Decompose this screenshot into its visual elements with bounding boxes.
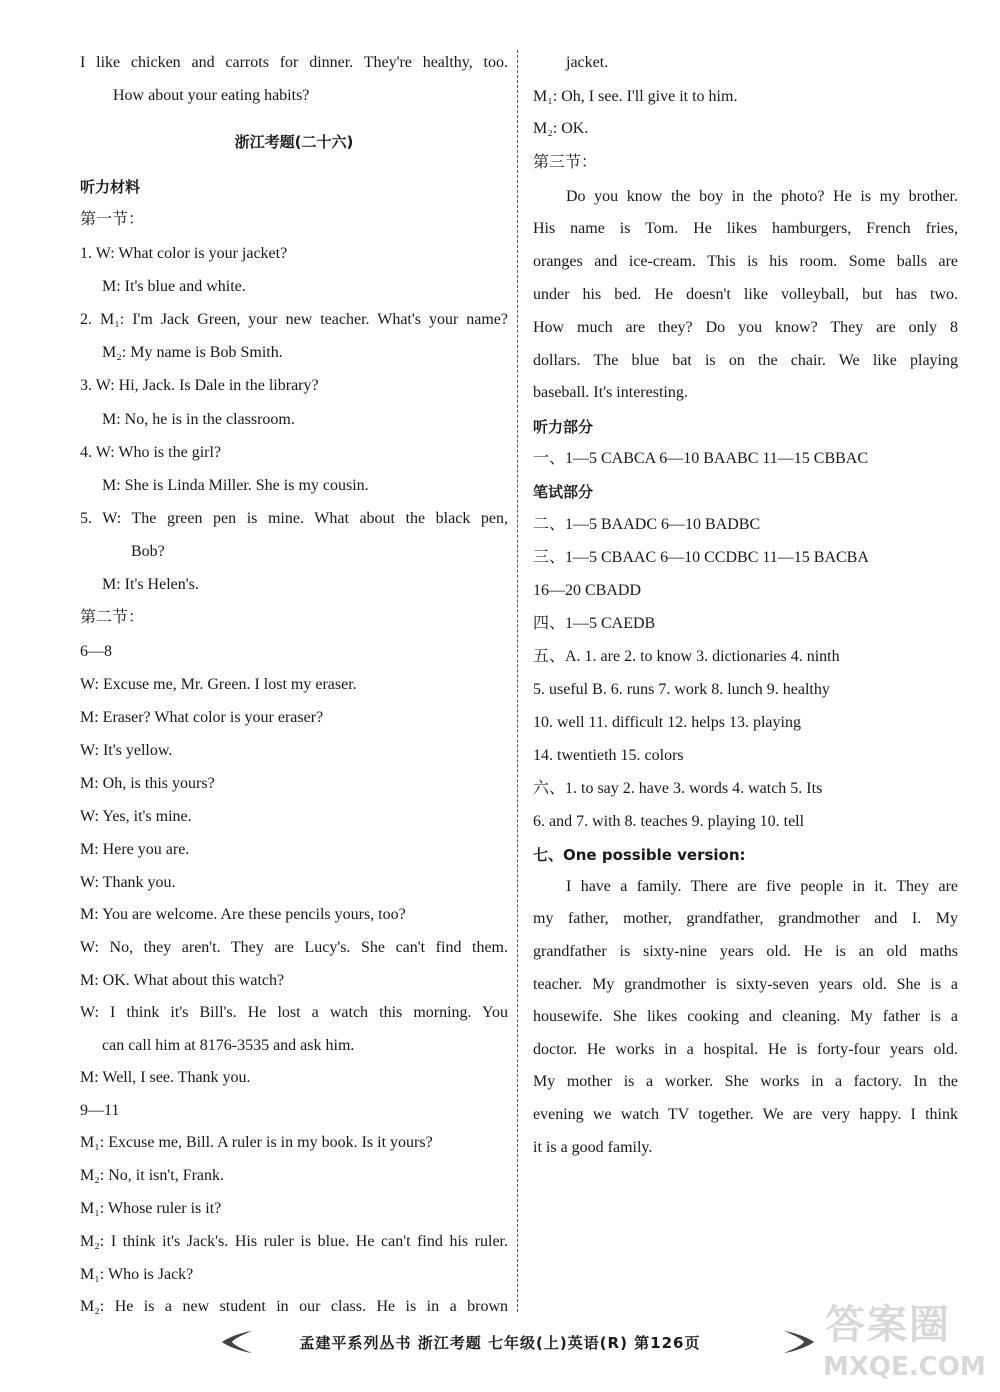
text-line: 七、One possible version:	[533, 846, 746, 864]
text-line: 四、1—5 CAEDB	[533, 615, 656, 632]
text-line: under his bed. He doesn't like volleyball, but has two.	[533, 286, 958, 303]
text-line: 笔试部分	[533, 483, 594, 501]
text-line: M₁: Whose ruler is it?	[80, 1200, 222, 1217]
text-line: can call him at 8176-3535 and ask him.	[102, 1037, 355, 1054]
footer-text: 孟建平系列丛书 浙江考题 七年级(上)英语(R) 第126页	[299, 1334, 701, 1352]
text-line: M₁: Who is Jack?	[80, 1266, 194, 1283]
text-line: 5. useful B. 6. runs 7. work 8. lunch 9. healthy	[533, 681, 830, 698]
text-line: 16—20 CBADD	[533, 582, 642, 599]
text-line: M: Oh, is this yours?	[80, 775, 215, 792]
text-line: 第一节：	[80, 211, 145, 228]
text-line: M₁: Oh, I see. I'll give it to him.	[533, 88, 738, 105]
text-line: dollars. The blue bat is on the chair. We like playing	[533, 352, 958, 369]
text-line: teacher. My grandmother is sixty-seven years old. She is a	[533, 976, 958, 993]
text-line: 4. W: Who is the girl?	[80, 444, 222, 461]
text-line: M: You are welcome. Are these pencils yours, too?	[80, 906, 406, 923]
text-line: Do you know the boy in the photo? He is my brother.	[566, 188, 958, 205]
text-line: M: Here you are.	[80, 841, 190, 858]
text-line: doctor. He works in a hospital. He is forty-four years old.	[533, 1041, 958, 1058]
text-line: 六、1. to say 2. have 3. words 4. watch 5. Its	[533, 780, 823, 797]
watermark-logo: 答案圈	[825, 1302, 951, 1348]
watermark-url: MXQE.COM	[823, 1352, 986, 1382]
text-line: 第三节：	[533, 154, 598, 171]
text-line: W: Thank you.	[80, 874, 176, 891]
text-line: How about your eating habits?	[113, 87, 310, 104]
text-line: 听力材料	[80, 178, 141, 196]
text-line: M: She is Linda Miller. She is my cousin.	[102, 477, 369, 494]
text-line: 6. and 7. with 8. teaches 9. playing 10. tell	[533, 813, 805, 830]
text-line: 第二节：	[80, 609, 145, 626]
text-line: M₂: I think it's Jack's. His ruler is blue. He can't find his ruler.	[80, 1233, 508, 1250]
text-line: W: No, they aren't. They are Lucy's. She can't find them.	[80, 939, 508, 956]
text-line: it is a good family.	[533, 1139, 653, 1156]
text-line: 5. W: The green pen is mine. What about the black pen,	[80, 510, 508, 527]
text-line: 听力部分	[533, 418, 594, 436]
text-line: 三、1—5 CBAAC 6—10 CCDBC 11—15 BACBA	[533, 549, 869, 566]
text-line: W: I think it's Bill's. He lost a watch this morning. You	[80, 1004, 508, 1021]
text-line: His name is Tom. He likes hamburgers, French fries,	[533, 220, 958, 237]
text-line: M₂: OK.	[533, 120, 589, 137]
text-line: 9—11	[80, 1102, 120, 1119]
text-line: M: No, he is in the classroom.	[102, 411, 295, 428]
text-line: evening we watch TV together. We are very happy. I think	[533, 1106, 958, 1123]
text-line: 二、1—5 BAADC 6—10 BADBC	[533, 516, 761, 533]
text-line: M: It's Helen's.	[102, 576, 199, 593]
text-line: M: Eraser? What color is your eraser?	[80, 709, 324, 726]
text-line: M₂: My name is Bob Smith.	[102, 344, 283, 361]
text-line: M: Well, I see. Thank you.	[80, 1069, 251, 1086]
text-line: grandfather is sixty-nine years old. He is an old maths	[533, 943, 958, 960]
text-line: 五、A. 1. are 2. to know 3. dictionaries 4. ninth	[533, 648, 840, 665]
text-line: 10. well 11. difficult 12. helps 13. playing	[533, 714, 801, 731]
text-line: How much are they? Do you know? They are only 8	[533, 319, 958, 336]
watermark	[805, 1300, 985, 1385]
text-line: 3. W: Hi, Jack. Is Dale in the library?	[80, 377, 319, 394]
text-line: M₂: He is a new student in our class. He is in a brown	[80, 1298, 508, 1315]
text-line: Bob?	[131, 543, 165, 560]
text-line: my father, mother, grandfather, grandmother and I. My	[533, 910, 958, 927]
text-line: I have a family. There are five people in it. They are	[566, 878, 958, 895]
text-line: My mother is a worker. She works in a factory. In the	[533, 1073, 958, 1090]
text-line: M: It's blue and white.	[102, 278, 246, 295]
text-line: W: It's yellow.	[80, 742, 173, 759]
text-line: M₂: No, it isn't, Frank.	[80, 1167, 225, 1184]
text-line: jacket.	[566, 54, 609, 71]
text-line: M₁: Excuse me, Bill. A ruler is in my book. Is it yours?	[80, 1134, 433, 1151]
column-divider	[517, 50, 518, 1312]
text-line: 1. W: What color is your jacket?	[80, 245, 288, 262]
text-line: 14. twentieth 15. colors	[533, 747, 684, 764]
text-line: W: Excuse me, Mr. Green. I lost my eraser.	[80, 676, 357, 693]
text-line: 2. M₁: I'm Jack Green, your new teacher. What's your name?	[80, 311, 508, 328]
text-line: baseball. It's interesting.	[533, 384, 688, 401]
text-line: 浙江考题(二十六)	[234, 133, 354, 151]
text-line: M: OK. What about this watch?	[80, 972, 285, 989]
text-line: W: Yes, it's mine.	[80, 808, 192, 825]
text-line: 一、1—5 CABCA 6—10 BAABC 11—15 CBBAC	[533, 450, 869, 467]
text-line: I like chicken and carrots for dinner. They're healthy, too.	[80, 54, 508, 71]
text-line: housewife. She likes cooking and cleaning. My father is a	[533, 1008, 958, 1025]
text-line: 6—8	[80, 643, 112, 660]
text-line: oranges and ice-cream. This is his room. Some balls are	[533, 253, 958, 270]
